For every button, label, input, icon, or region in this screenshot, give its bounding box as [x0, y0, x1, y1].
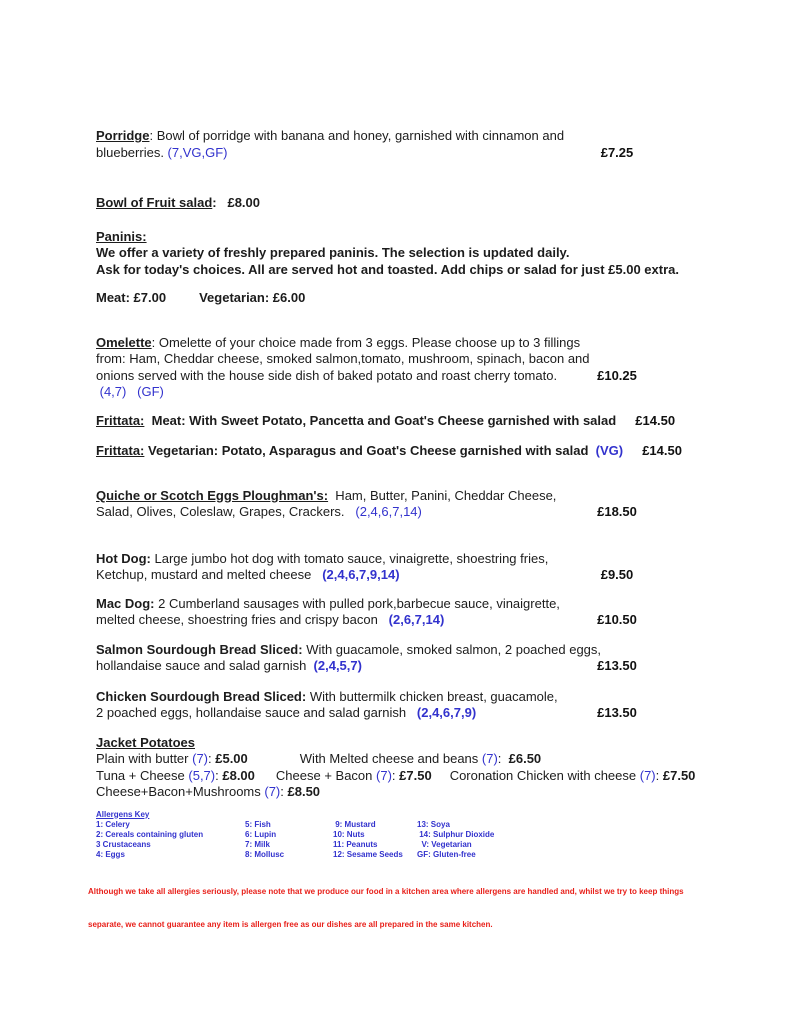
jacket-cbm-price: £8.50 — [287, 784, 321, 799]
key-cell-glutenfree: GF: Gluten-free — [417, 849, 476, 859]
key-cell-crustaceans: 3 Crustaceans — [96, 839, 151, 849]
key-cell-fish: 5: Fish — [245, 819, 271, 829]
ploughmans-price: £18.50 — [597, 504, 637, 519]
jacket-tuna-label: Tuna + Cheese — [96, 767, 189, 783]
mac-dog-line-1 — [96, 596, 656, 613]
menu-item-porridge — [96, 128, 656, 161]
key-cell-soya: 13: Soya — [417, 819, 450, 829]
salmon-title: Salmon Sourdough Bread Sliced: — [96, 641, 303, 657]
jacket-heading-text — [96, 735, 195, 752]
jacket-tuna-sep: : — [215, 767, 223, 783]
key-cell-sesame: 12: Sesame Seeds — [333, 849, 403, 859]
porridge-text-2 — [96, 145, 228, 162]
chicken-desc-2: 2 poached eggs, hollandaise sauce and salad garnish — [96, 705, 410, 720]
ploughmans-line-2 — [96, 504, 656, 521]
allergens-key-section — [96, 810, 656, 860]
chicken-title: Chicken Sourdough Bread Sliced: — [96, 688, 307, 704]
jacket-row-3 — [96, 784, 656, 801]
allergen-disclaimer — [88, 864, 684, 952]
salmon-line-2 — [96, 658, 656, 675]
jacket-tuna-allergen: (5,7) — [188, 767, 216, 783]
omelette-desc-1: : Omelette of your choice made from 3 eggs. Please choose up to 3 fillings — [151, 334, 581, 350]
menu-item-frittata-veg — [96, 443, 682, 460]
ploughmans-line-1 — [96, 488, 656, 505]
disclaimer-line-1: Although we take all allergies seriously, please note that we produce our food in a kitchen area where allergens are handled and, whilst we try to keep things — [88, 886, 684, 896]
paninis-heading-line — [96, 229, 656, 246]
omelette-allergen-codes: (4,7) (GF) — [96, 384, 164, 399]
key-cell-gluten: 2: Cereals containing gluten — [96, 829, 204, 839]
paninis-desc-2: Ask for today's choices. All are served hot and toasted. Add chips or salad for just £5.00 extra. — [96, 261, 679, 277]
salmon-allergen-codes: (2,4,5,7) — [309, 658, 362, 673]
key-cell-lupin: 6: Lupin — [245, 829, 277, 839]
key-cell-nuts: 10: Nuts — [333, 829, 365, 839]
jacket-bacon-sep: : — [391, 767, 400, 783]
jacket-row-2-text — [96, 768, 695, 785]
paninis-prices-text — [96, 290, 305, 307]
frittata-veg-line — [96, 443, 682, 460]
menu-item-chicken-sourdough — [96, 689, 656, 722]
jacket-cheese-beans-label: With Melted cheese and beans — [299, 751, 482, 766]
frittata-meat-title: Frittata: — [96, 412, 145, 428]
mac-dog-line-2 — [96, 612, 656, 629]
porridge-line-1 — [96, 128, 656, 145]
mac-dog-text-2 — [96, 612, 444, 629]
menu-item-salmon-sourdough — [96, 642, 656, 675]
key-cell-celery: 1: Celery — [96, 819, 130, 829]
menu-item-mac-dog — [96, 596, 656, 629]
jacket-plain-allergen: (7) — [192, 751, 208, 766]
jacket-title: Jacket Potatoes — [96, 734, 195, 750]
jacket-bacon-price: £7.50 — [399, 767, 432, 783]
frittata-meat-desc: Meat: With Sweet Potato, Pancetta and Goat's Cheese garnished with salad — [144, 412, 617, 428]
key-cell-milk: 7: Milk — [245, 839, 270, 849]
omelette-line-1 — [96, 335, 656, 352]
chicken-text-2 — [96, 705, 476, 722]
jacket-cbm-label: Cheese+Bacon+Mushrooms — [96, 784, 265, 799]
jacket-cheese-beans-price: £6.50 — [508, 751, 542, 766]
mac-dog-text-1 — [96, 596, 560, 613]
hot-dog-title: Hot Dog: — [96, 550, 151, 566]
jacket-row-1-text — [96, 751, 541, 768]
omelette-line-3 — [96, 368, 656, 385]
omelette-line-4 — [96, 384, 656, 401]
ploughmans-allergen-codes: (2,4,6,7,14) — [348, 504, 422, 519]
hot-dog-desc-2: Ketchup, mustard and melted cheese — [96, 567, 315, 582]
menu-item-omelette — [96, 335, 656, 401]
paninis-veg-price: Vegetarian: £6.00 — [199, 290, 306, 305]
hot-dog-line-1 — [96, 551, 656, 568]
jacket-coronation-sep: : — [655, 767, 663, 783]
frittata-veg-desc: Vegetarian: Potato, Asparagus and Goat's Cheese garnished with salad — [144, 443, 593, 458]
chicken-desc-1: With buttermilk chicken breast, guacamole, — [306, 688, 558, 704]
fruit-salad-line — [96, 195, 656, 212]
jacket-bacon-label: Cheese + Bacon — [275, 767, 377, 783]
hot-dog-text-1 — [96, 551, 548, 568]
frittata-veg-title: Frittata: — [96, 443, 145, 458]
hot-dog-price: £9.50 — [600, 567, 634, 582]
hot-dog-allergen-codes: (2,4,6,7,9,14) — [314, 567, 400, 582]
chicken-line-2 — [96, 705, 656, 722]
jacket-coronation-allergen: (7) — [639, 767, 656, 783]
salmon-text-2 — [96, 658, 362, 675]
jacket-plain-label: Plain with butter — [96, 751, 193, 766]
porridge-line-2 — [96, 145, 656, 162]
fruit-salad-price: : £8.00 — [212, 195, 260, 210]
ploughmans-desc-2: Salad, Olives, Coleslaw, Grapes, Crackers. — [96, 504, 349, 519]
porridge-desc: : Bowl of porridge with banana and honey, garnished with cinnamon and — [149, 128, 565, 143]
menu-item-fruit-salad — [96, 195, 656, 212]
frittata-veg-text — [96, 443, 623, 460]
menu-section-jacket-potatoes — [96, 734, 696, 801]
allergens-key-title: Allergens Key — [96, 809, 150, 819]
salmon-desc-1: With guacamole, smoked salmon, 2 poached eggs, — [302, 641, 602, 657]
chicken-allergen-codes: (2,4,6,7,9) — [409, 705, 477, 720]
mac-dog-price: £10.50 — [597, 612, 637, 627]
hot-dog-line-2 — [96, 567, 656, 584]
jacket-row-2 — [96, 767, 696, 785]
paninis-desc-line-2 — [96, 261, 679, 279]
omelette-desc-2: from: Ham, Cheddar cheese, smoked salmon,tomato, mushroom, spinach, bacon and — [96, 351, 590, 366]
jacket-bacon-allergen: (7) — [376, 767, 392, 783]
key-cell-mollusc: 8: Mollusc — [245, 849, 285, 859]
jacket-cheese-beans-sep: : — [497, 751, 509, 766]
chicken-text-1 — [96, 689, 558, 706]
paninis-desc-1: We offer a variety of freshly prepared paninis. The selection is updated daily. — [96, 245, 570, 260]
key-cell-eggs: 4: Eggs — [96, 849, 125, 859]
menu-item-ploughmans — [96, 488, 656, 521]
frittata-meat-text — [96, 413, 616, 430]
porridge-price: £7.25 — [600, 144, 634, 160]
omelette-line-2 — [96, 351, 656, 368]
omelette-text-1 — [96, 335, 580, 352]
jacket-cheese-beans-allergen: (7) — [481, 751, 498, 766]
key-cell-sulphur: 14: Sulphur Dioxide — [417, 829, 495, 839]
fruit-salad-text — [96, 195, 260, 212]
frittata-meat-price: £14.50 — [635, 412, 676, 428]
chicken-line-1 — [96, 689, 656, 706]
ploughmans-title: Quiche or Scotch Eggs Ploughman's: — [96, 487, 329, 503]
mac-dog-allergen-codes: (2,6,7,14) — [381, 612, 445, 627]
key-cell-mustard: 9: Mustard — [333, 819, 376, 829]
jacket-coronation-label: Coronation Chicken with cheese — [449, 767, 640, 783]
omelette-price: £10.25 — [597, 367, 637, 383]
frittata-meat-line — [96, 412, 676, 430]
jacket-plain-price: £5.00 — [215, 751, 248, 766]
porridge-allergen-codes: (7,VG,GF) — [167, 144, 228, 160]
key-cell-vegetarian: V: Vegetarian — [417, 839, 472, 849]
allergens-key-grid — [96, 820, 656, 860]
mac-dog-desc-2: melted cheese, shoestring fries and crispy bacon — [96, 612, 382, 627]
porridge-desc-2: blueberries. — [96, 144, 168, 160]
ploughmans-desc-1: Ham, Butter, Panini, Cheddar Cheese, — [328, 487, 557, 503]
jacket-row-1 — [96, 751, 656, 768]
menu-item-frittata-meat — [96, 412, 676, 430]
disclaimer-line-2: separate, we cannot guarantee any item is allergen free as our dishes are all prepared in the same kitchen. — [88, 919, 493, 929]
jacket-row-3-text — [96, 784, 320, 801]
hot-dog-text-2 — [96, 567, 400, 584]
salmon-text-1 — [96, 642, 601, 659]
paninis-title: Paninis: — [96, 228, 147, 244]
omelette-desc-3: onions served with the house side dish of baked potato and roast cherry tomato. — [96, 367, 558, 383]
jacket-plain-sep: : — [208, 751, 216, 766]
salmon-desc-2: hollandaise sauce and salad garnish — [96, 658, 310, 673]
menu-section-paninis — [96, 228, 679, 307]
jacket-heading-line — [96, 735, 656, 752]
mac-dog-desc-1: 2 Cumberland sausages with pulled pork,barbecue sauce, vinaigrette, — [154, 595, 560, 611]
mac-dog-title: Mac Dog: — [96, 595, 155, 611]
paninis-meat-price: Meat: £7.00 — [96, 290, 167, 305]
menu-item-hot-dog — [96, 551, 656, 584]
salmon-line-1 — [96, 642, 656, 659]
frittata-veg-price: £14.50 — [642, 443, 682, 458]
omelette-title: Omelette — [96, 334, 152, 350]
frittata-veg-vg-code: (VG) — [592, 443, 624, 458]
ploughmans-text-1 — [96, 488, 556, 505]
porridge-text-1 — [96, 128, 564, 145]
paninis-desc-line-1 — [96, 245, 656, 262]
paninis-price-line — [96, 290, 656, 307]
jacket-cbm-allergen: (7) — [264, 784, 281, 799]
jacket-cbm-sep: : — [280, 784, 288, 799]
key-cell-peanuts: 11: Peanuts — [333, 839, 378, 849]
chicken-price: £13.50 — [597, 705, 637, 720]
fruit-salad-title: Bowl of Fruit salad — [96, 195, 213, 210]
ploughmans-text-2 — [96, 504, 422, 521]
salmon-price: £13.50 — [597, 658, 637, 673]
jacket-tuna-price: £8.00 — [222, 767, 255, 783]
porridge-title: Porridge — [96, 128, 150, 143]
jacket-coronation-price: £7.50 — [662, 767, 696, 783]
paninis-heading-text — [96, 229, 147, 246]
hot-dog-desc-1: Large jumbo hot dog with tomato sauce, vinaigrette, shoestring fries, — [150, 550, 549, 566]
